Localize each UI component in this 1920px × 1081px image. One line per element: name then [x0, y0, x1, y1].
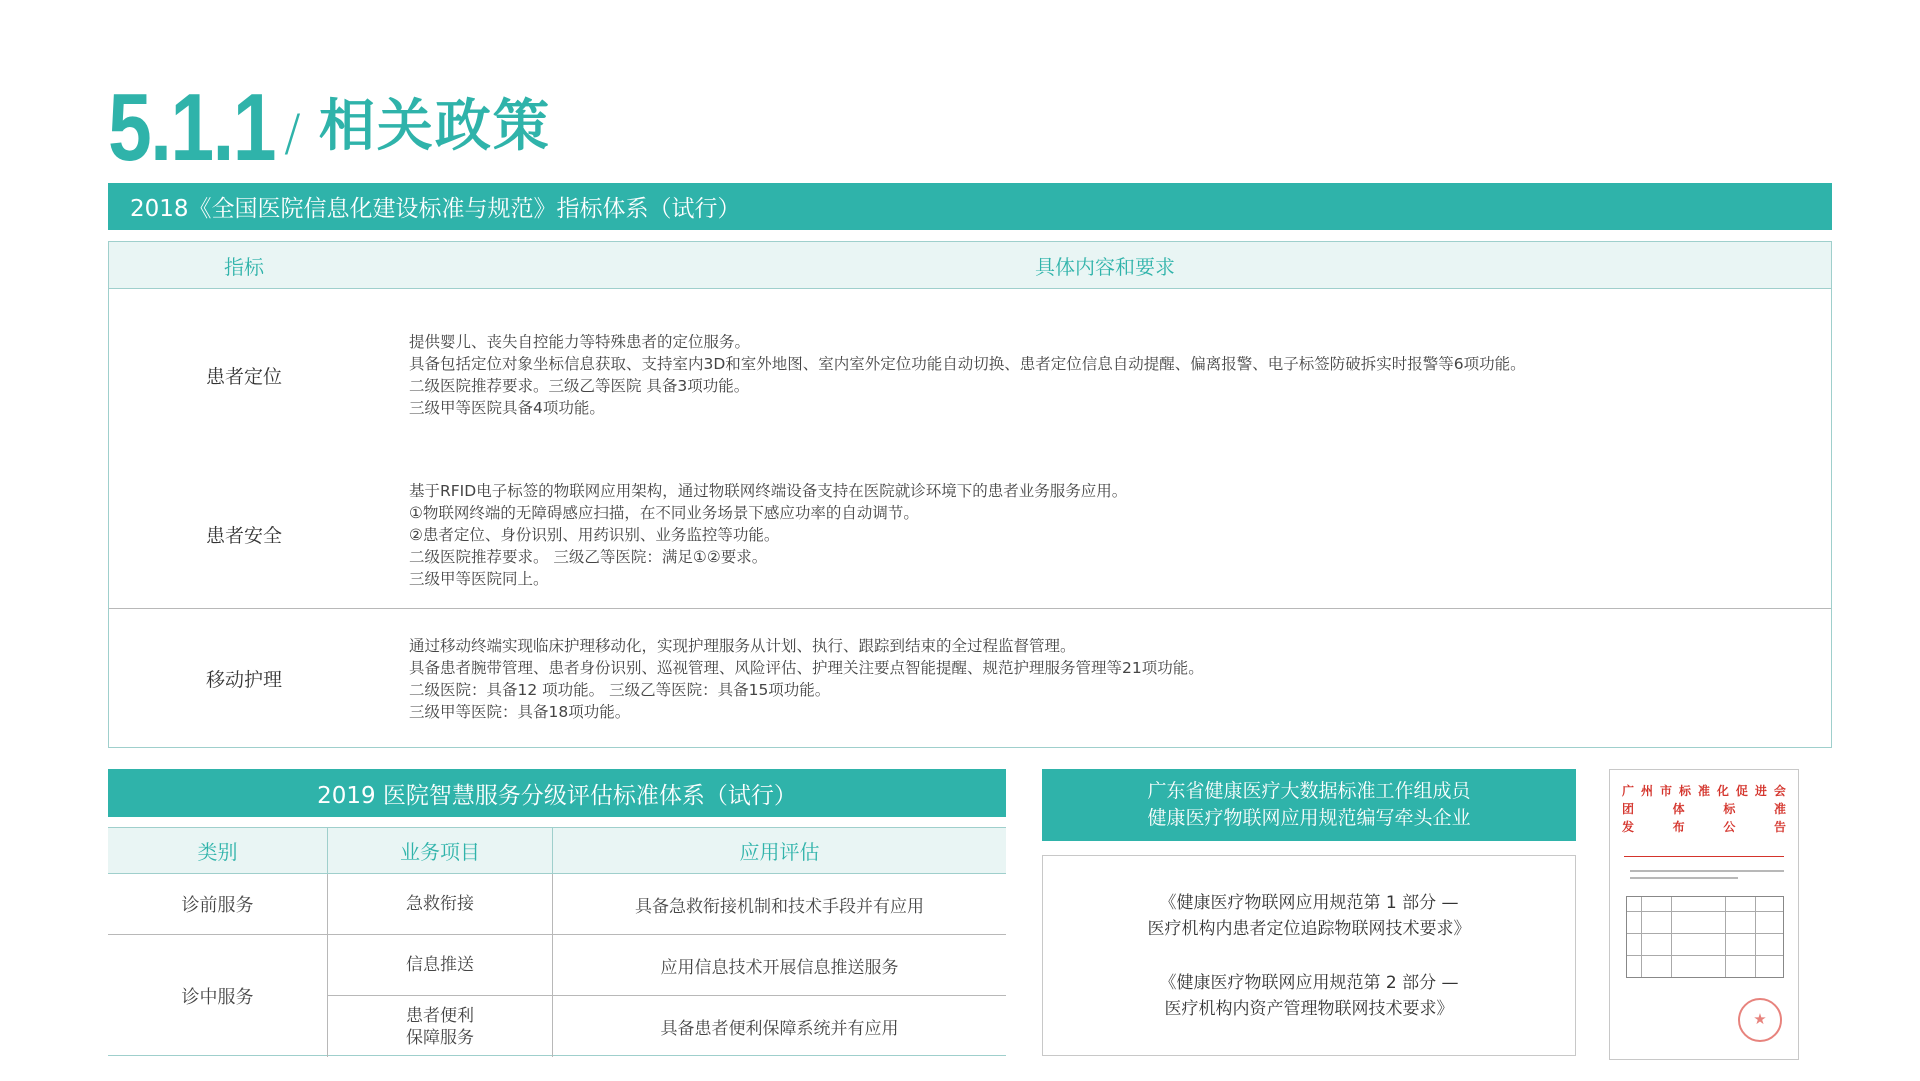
item-cell: [328, 996, 553, 1057]
content-line: 基于RFID电子标签的物联网应用架构，通过物联网终端设备支持在医院就诊环境下的患者业务服务应用。: [409, 481, 1128, 500]
content-line: 具备包括定位对象坐标信息获取、支持室内3D和室外地图、室内室外定位功能自动切换、患者定位信息自动提醒、偏离报警、电子标签防破拆实时报警等6项功能。: [409, 355, 1526, 373]
section-number: 5.1.1: [108, 74, 275, 181]
section2-title-bar: [108, 769, 1006, 817]
table-row: [328, 935, 1006, 996]
section3-title-bar: [1042, 769, 1576, 841]
content-line: 具备患者腕带管理、患者身份识别、巡视管理、风险评估、护理关注要点智能提醒、规范护理服务管理等21项功能。: [409, 658, 1204, 677]
row-content: [379, 635, 1831, 723]
content-line: ②患者定位、身份识别、用药识别、业务监控等功能。: [409, 525, 780, 544]
evaluation-cell: 具备患者便利保障系统并有应用: [660, 1019, 899, 1039]
section2-title: 2019 医院智慧服务分级评估标准体系（试行）: [317, 782, 797, 809]
standard-line: 医疗机构内资产管理物联网技术要求》: [1164, 998, 1454, 1019]
notice-title: [1622, 782, 1786, 836]
notice-title-row: 团 体 标 准: [1622, 802, 1786, 816]
notice-document-image: [1609, 769, 1799, 1060]
notice-title-row: 广 州 市 标 准 化 促 进 会: [1622, 784, 1786, 798]
indicator-table-header: [109, 242, 1831, 289]
notice-body-text: [1630, 870, 1784, 884]
standard-line: 《健康医疗物联网应用规范第 2 部分 —: [1159, 972, 1459, 993]
row-content: [379, 331, 1831, 419]
row-indicator: 移动护理: [205, 669, 282, 691]
row-indicator: 患者定位: [205, 365, 282, 388]
standards-box: [1042, 855, 1576, 1056]
content-line: ①物联网终端的无障碍感应扫描，在不同业务场景下感应功率的自动调节。: [409, 503, 919, 522]
red-seal-stamp: [1738, 998, 1782, 1042]
section3-title-line: 健康医疗物联网应用规范编写牵头企业: [1147, 807, 1471, 829]
item-line: 患者便利: [406, 1005, 474, 1026]
category-cell: 诊前服务: [108, 874, 327, 935]
content-line: 三级甲等医院同上。: [409, 569, 549, 588]
table-row: [328, 996, 1006, 1057]
section1-title: 2018《全国医院信息化建设标准与规范》指标体系（试行）: [130, 196, 741, 222]
notice-table: [1626, 896, 1784, 978]
standard-line: 医疗机构内患者定位追踪物联网技术要求》: [1147, 918, 1471, 939]
item-line: 保障服务: [406, 1027, 474, 1048]
heading-separator: /: [284, 104, 301, 162]
content-line: 二级医院推荐要求。三级乙等医院 具备3项功能。: [409, 377, 750, 395]
page-title: 相关政策: [318, 94, 551, 159]
header-evaluation: 应用评估: [739, 840, 820, 864]
row-content: [379, 480, 1831, 590]
content-line: 提供婴儿、丧失自控能力等特殊患者的定位服务。: [409, 333, 751, 351]
service-table-header: [108, 828, 1006, 874]
item-cell: 急救衔接: [328, 874, 553, 934]
evaluation-cell: 应用信息技术开展信息推送服务: [660, 957, 899, 978]
category-column: [108, 874, 328, 1057]
service-rows: [328, 874, 1006, 1057]
table-row: [109, 461, 1831, 609]
table-row: [109, 289, 1831, 461]
standard-line: 《健康医疗物联网应用规范第 1 部分 —: [1159, 892, 1459, 913]
notice-title-row: 发 布 公 告: [1622, 820, 1786, 834]
content-line: 通过移动终端实现临床护理移动化，实现护理服务从计划、执行、跟踪到结束的全过程监督管理。: [409, 636, 1076, 655]
content-line: 三级甲等医院具备4项功能。: [409, 399, 605, 417]
service-table-body: [108, 874, 1006, 1057]
section1-title-bar: [108, 183, 1832, 230]
star-icon: ★: [1753, 1010, 1767, 1028]
row-indicator: 患者安全: [205, 525, 282, 547]
item-cell: 信息推送: [328, 935, 553, 995]
content-line: 二级医院推荐要求。 三级乙等医院：满足①②要求。: [409, 547, 768, 566]
evaluation-cell: 具备急救衔接机制和技术手段并有应用: [635, 896, 924, 917]
content-line: 三级甲等医院：具备18项功能。: [409, 702, 631, 721]
header-indicator: 指标: [224, 254, 264, 279]
header-content: 具体内容和要求: [1035, 254, 1175, 279]
header-category: 类别: [108, 828, 328, 873]
notice-divider: [1624, 856, 1784, 857]
content-line: 二级医院：具备12 项功能。 三级乙等医院：具备15项功能。: [409, 680, 831, 699]
table-row: [328, 874, 1006, 935]
header-item: 业务项目: [328, 828, 553, 873]
indicator-table: [108, 241, 1832, 748]
category-cell: 诊中服务: [181, 987, 254, 1008]
page-heading: [108, 66, 551, 181]
section3-title-line: 广东省健康医疗大数据标准工作组成员: [1147, 780, 1471, 802]
table-row: [109, 609, 1831, 748]
service-evaluation-table: [108, 827, 1006, 1056]
